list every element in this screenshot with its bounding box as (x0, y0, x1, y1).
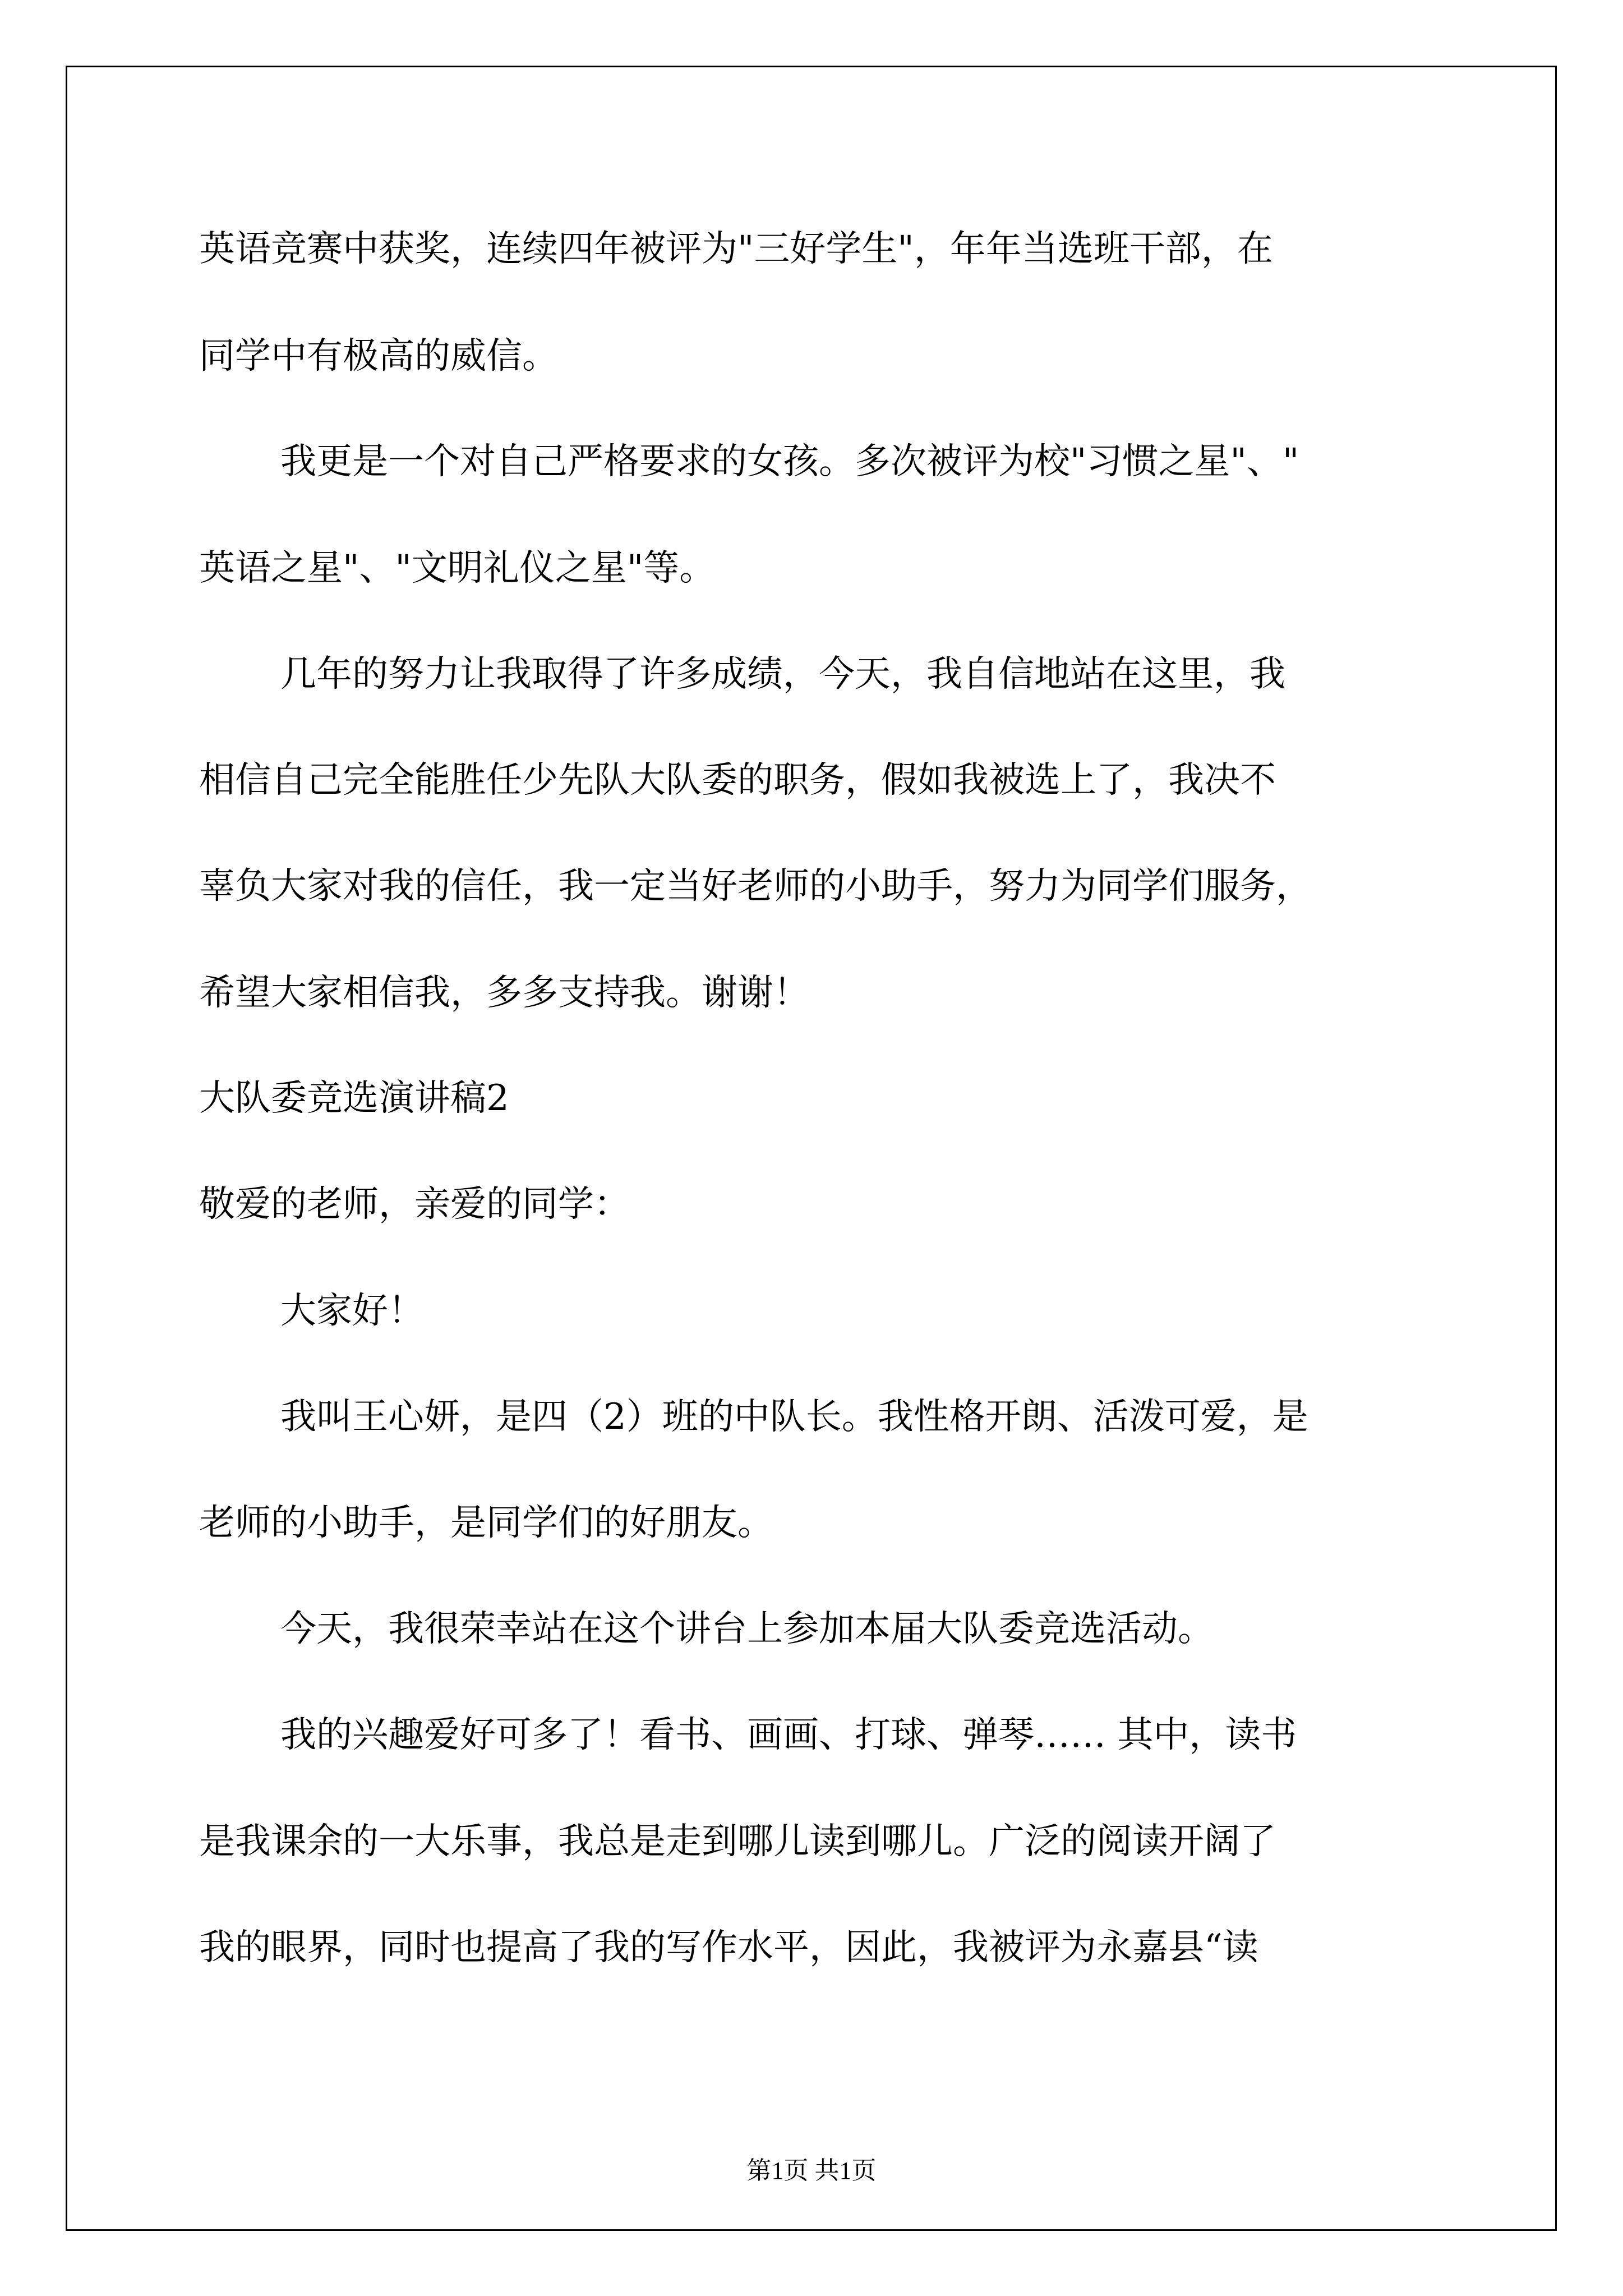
salutation: 敬爱的老师，亲爱的同学： (199, 1184, 630, 1225)
body-line: 是我课余的一大乐事，我总是走到哪儿读到哪儿。广泛的阅读开阔了 (199, 1821, 1276, 1862)
body-line: 英语竞赛中获奖，连续四年被评为"三好学生"，年年当选班干部，在 (199, 228, 1273, 270)
body-line: 我的眼界，同时也提高了我的写作水平，因此，我被评为永嘉县“读 (199, 1927, 1258, 1968)
section-heading: 大队委竞选演讲稿2 (199, 1078, 509, 1119)
body-line: 同学中有极高的威信。 (199, 335, 558, 377)
body-line: 我更是一个对自己严格要求的女孩。多次被评为校"习惯之星"、" (280, 441, 1299, 482)
body-line: 辜负大家对我的信任，我一定当好老师的小助手，努力为同学们服务， (199, 866, 1312, 907)
body-line: 今天，我很荣幸站在这个讲台上参加本届大队委竞选活动。 (280, 1608, 1214, 1650)
page-number: 第1页 共1页 (746, 2157, 877, 2184)
body-line: 几年的努力让我取得了许多成绩，今天，我自信地站在这里，我 (280, 654, 1285, 695)
body-line: 英语之星"、"文明礼仪之星"等。 (199, 547, 716, 589)
page-border (66, 66, 1557, 2231)
body-line: 相信自己完全能胜任少先队大队委的职务，假如我被选上了，我决不 (199, 760, 1276, 801)
body-line: 希望大家相信我，多多支持我。谢谢！ (199, 972, 809, 1014)
body-line: 老师的小助手，是同学们的好朋友。 (199, 1502, 773, 1544)
body-line: 我的兴趣爱好可多了！看书、画画、打球、弹琴…… 其中，读书 (280, 1714, 1297, 1756)
greeting: 大家好！ (280, 1290, 424, 1332)
body-line: 我叫王心妍，是四（2）班的中队长。我性格开朗、活泼可爱，是 (280, 1396, 1308, 1438)
